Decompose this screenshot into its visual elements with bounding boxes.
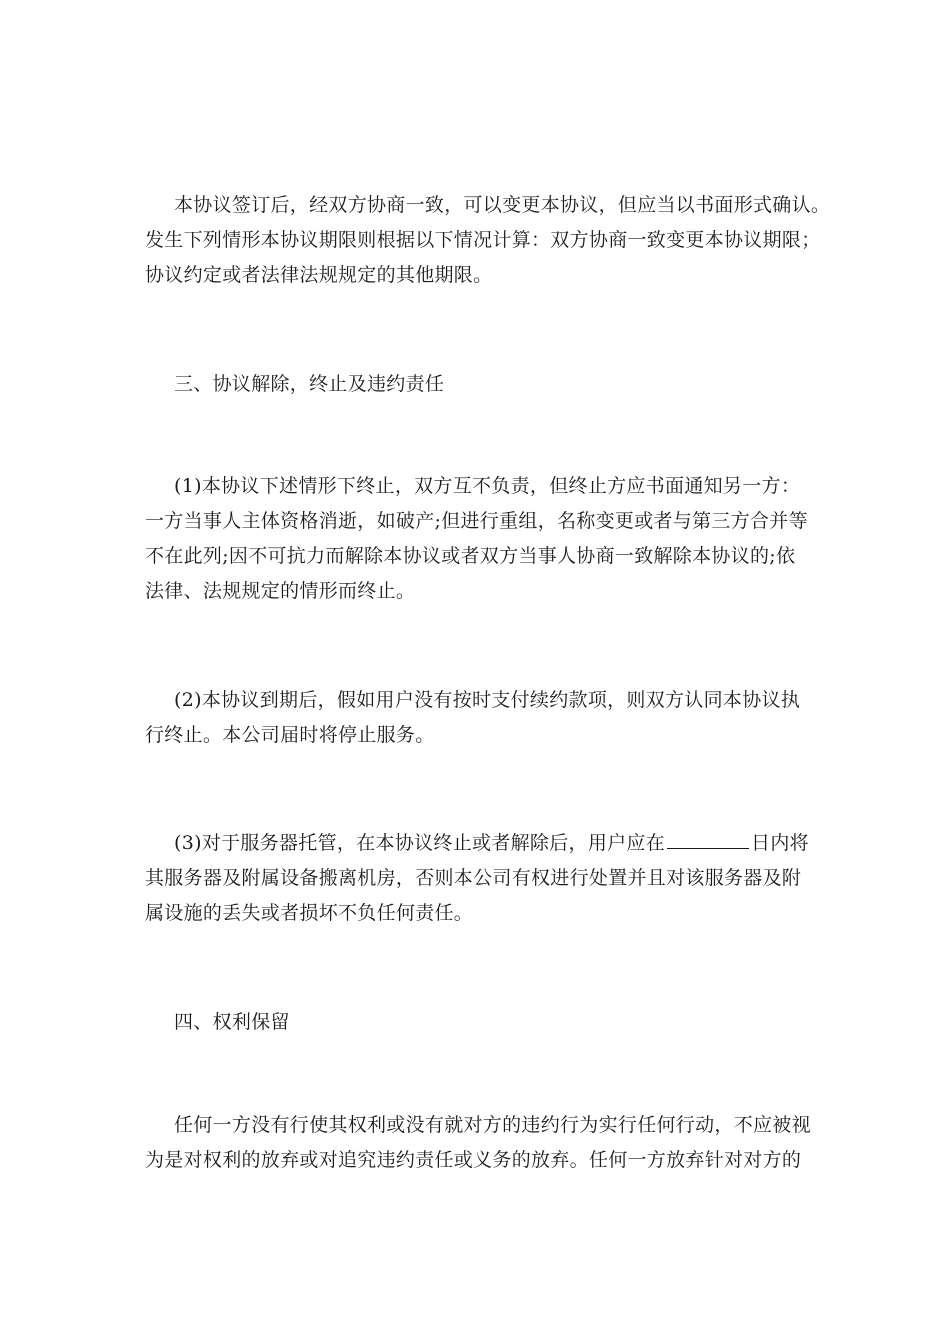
heading-text: 四、权利保留: [174, 1011, 290, 1033]
text-line: 属设施的丢失或者损坏不负任何责任。: [145, 902, 474, 924]
text-line: 本协议签订后，经双方协商一致，可以变更本协议，但应当以书面形式确认。: [174, 194, 831, 216]
text-line: 不在此列;因不可抗力而解除本协议或者双方当事人协商一致解除本协议的;依: [145, 545, 796, 567]
text-line: 发生下列情形本协议期限则根据以下情况计算：双方协商一致变更本协议期限；: [145, 229, 821, 251]
text-after-blank: 日内将: [751, 832, 809, 854]
fill-in-blank: [667, 828, 749, 849]
text-line: 一方当事人主体资格消逝，如破产;但进行重组，名称变更或者与第三方合并等: [145, 510, 808, 532]
text-line: 法律、法规规定的情形而终止。: [145, 580, 416, 602]
paragraph-amendment: [145, 188, 831, 293]
text-line: 为是对权利的放弃或对追究违约责任或义务的放弃。任何一方放弃针对对方的: [145, 1149, 802, 1171]
paragraph-termination-3: [145, 826, 825, 931]
text-line: 任何一方没有行使其权利或没有就对方的违约行为实行任何行动，不应被视: [174, 1114, 811, 1136]
text-line: (2)本协议到期后，假如用户没有按时支付续约款项，则双方认同本协议执: [174, 689, 801, 711]
text-line: 行终止。本公司届时将停止服务。: [145, 724, 435, 746]
text-before-blank: (3)对于服务器托管，在本协议终止或者解除后，用户应在: [174, 832, 666, 854]
paragraph-rights-reservation: [145, 1108, 825, 1178]
heading-text: 三、协议解除，终止及违约责任: [174, 373, 445, 395]
paragraph-termination-1: [145, 469, 825, 609]
section-heading-3: [145, 367, 825, 402]
paragraph-termination-2: [145, 683, 825, 753]
text-line: [145, 826, 825, 861]
text-line: 协议约定或者法律法规规定的其他期限。: [145, 264, 493, 286]
text-line: (1)本协议下述情形下终止，双方互不负责，但终止方应书面通知另一方：: [174, 475, 801, 497]
section-heading-4: [145, 1005, 825, 1040]
text-line: 其服务器及附属设备搬离机房，否则本公司有权进行处置并且对该服务器及附: [145, 867, 802, 889]
